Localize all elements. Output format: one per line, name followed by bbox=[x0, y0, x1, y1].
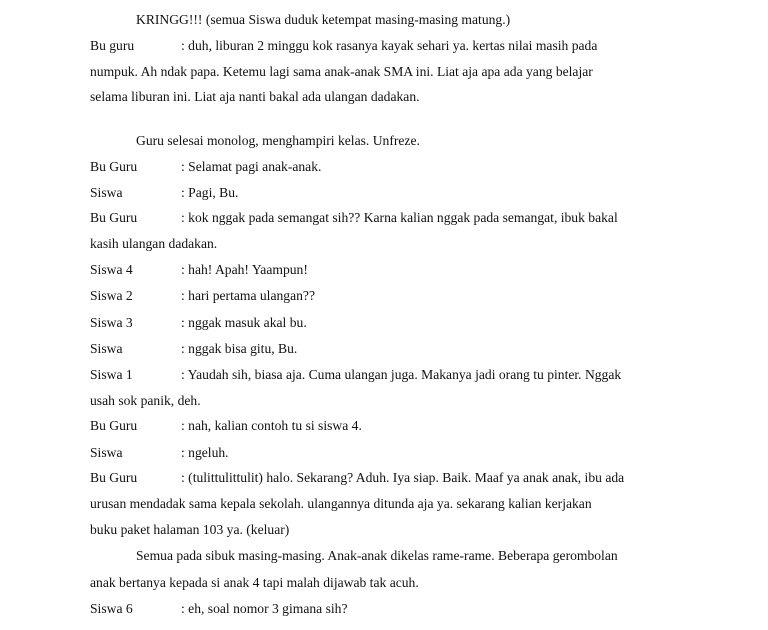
speaker-label: Siswa 4 bbox=[90, 262, 133, 277]
line-text: urusan mendadak sama kepala sekolah. ulangannya ditunda aja ya. sekarang kalian kerjakan bbox=[90, 496, 592, 511]
line-text: Semua pada sibuk masing-masing. Anak-anak dikelas rame-rame. Beberapa gerombolan bbox=[136, 548, 618, 563]
line-text: buku paket halaman 103 ya. (keluar) bbox=[90, 522, 290, 537]
dialog-line bbox=[90, 315, 672, 331]
stage-direction-line bbox=[136, 548, 672, 564]
dialog-text: : duh, liburan 2 minggu kok rasanya kayak sehari ya. kertas nilai masih pada bbox=[181, 38, 598, 53]
dialog-line bbox=[90, 288, 672, 304]
dialog-line bbox=[90, 38, 672, 54]
speaker-label: Bu Guru bbox=[90, 418, 138, 433]
line-text: Guru selesai monolog, menghampiri kelas. Unfreze. bbox=[136, 133, 420, 148]
dialog-line bbox=[90, 210, 672, 226]
dialog-line bbox=[90, 601, 672, 617]
line-text: anak bertanya kepada si anak 4 tapi malah dijawab tak acuh. bbox=[90, 575, 419, 590]
line-text: usah sok panik, deh. bbox=[90, 393, 201, 408]
dialog-text: : (tulittulittulit) halo. Sekarang? Aduh. Iya siap. Baik. Maaf ya anak anak, ibu ada bbox=[181, 470, 625, 485]
speaker-label: Siswa 3 bbox=[90, 315, 133, 330]
dialog-text: : kok nggak pada semangat sih?? Karna kalian nggak pada semangat, ibuk bakal bbox=[181, 210, 618, 225]
continuation-line bbox=[90, 575, 672, 591]
speaker-label: Siswa 2 bbox=[90, 288, 133, 303]
dialog-line bbox=[90, 341, 672, 357]
dialog-text: : nggak masuk akal bu. bbox=[181, 315, 307, 330]
dialog-line bbox=[90, 470, 672, 486]
stage-direction-line bbox=[136, 133, 672, 149]
dialog-text: : Selamat pagi anak-anak. bbox=[181, 159, 322, 174]
dialog-text: : hari pertama ulangan?? bbox=[181, 288, 315, 303]
dialog-text: : ngeluh. bbox=[181, 445, 229, 460]
dialog-line bbox=[90, 367, 672, 383]
continuation-line bbox=[90, 236, 672, 252]
line-text: numpuk. Ah ndak papa. Ketemu lagi sama anak-anak SMA ini. Liat aja apa ada yang belajar bbox=[90, 64, 593, 79]
speaker-label: Bu Guru bbox=[90, 159, 138, 174]
dialog-text: : hah! Apah! Yaampun! bbox=[181, 262, 308, 277]
speaker-label: Bu Guru bbox=[90, 470, 138, 485]
continuation-line bbox=[90, 393, 672, 409]
line-text: selama liburan ini. Liat aja nanti bakal ada ulangan dadakan. bbox=[90, 89, 420, 104]
dialog-text: : nah, kalian contoh tu si siswa 4. bbox=[181, 418, 362, 433]
dialog-text: : Yaudah sih, biasa aja. Cuma ulangan juga. Makanya jadi orang tu pinter. Nggak bbox=[181, 367, 622, 382]
stage-direction-line bbox=[136, 12, 672, 28]
speaker-label: Siswa bbox=[90, 341, 123, 356]
continuation-line bbox=[90, 496, 672, 512]
dialog-line bbox=[90, 185, 672, 201]
dialog-text: : nggak bisa gitu, Bu. bbox=[181, 341, 298, 356]
continuation-line bbox=[90, 89, 672, 105]
speaker-label: Siswa bbox=[90, 445, 123, 460]
dialog-line bbox=[90, 445, 672, 461]
dialog-line bbox=[90, 159, 672, 175]
dialog-text: : Pagi, Bu. bbox=[181, 185, 239, 200]
speaker-label: Siswa bbox=[90, 185, 123, 200]
dialog-text: : eh, soal nomor 3 gimana sih? bbox=[181, 601, 348, 616]
line-text: kasih ulangan dadakan. bbox=[90, 236, 218, 251]
speaker-label: Bu Guru bbox=[90, 210, 138, 225]
dialog-line bbox=[90, 262, 672, 278]
speaker-label: Siswa 6 bbox=[90, 601, 133, 616]
dialog-line bbox=[90, 418, 672, 434]
speaker-label: Siswa 1 bbox=[90, 367, 133, 382]
line-text: KRINGG!!! (semua Siswa duduk ketempat masing-masing matung.) bbox=[136, 12, 511, 27]
continuation-line bbox=[90, 64, 672, 80]
continuation-line bbox=[90, 522, 672, 538]
speaker-label: Bu guru bbox=[90, 38, 135, 53]
